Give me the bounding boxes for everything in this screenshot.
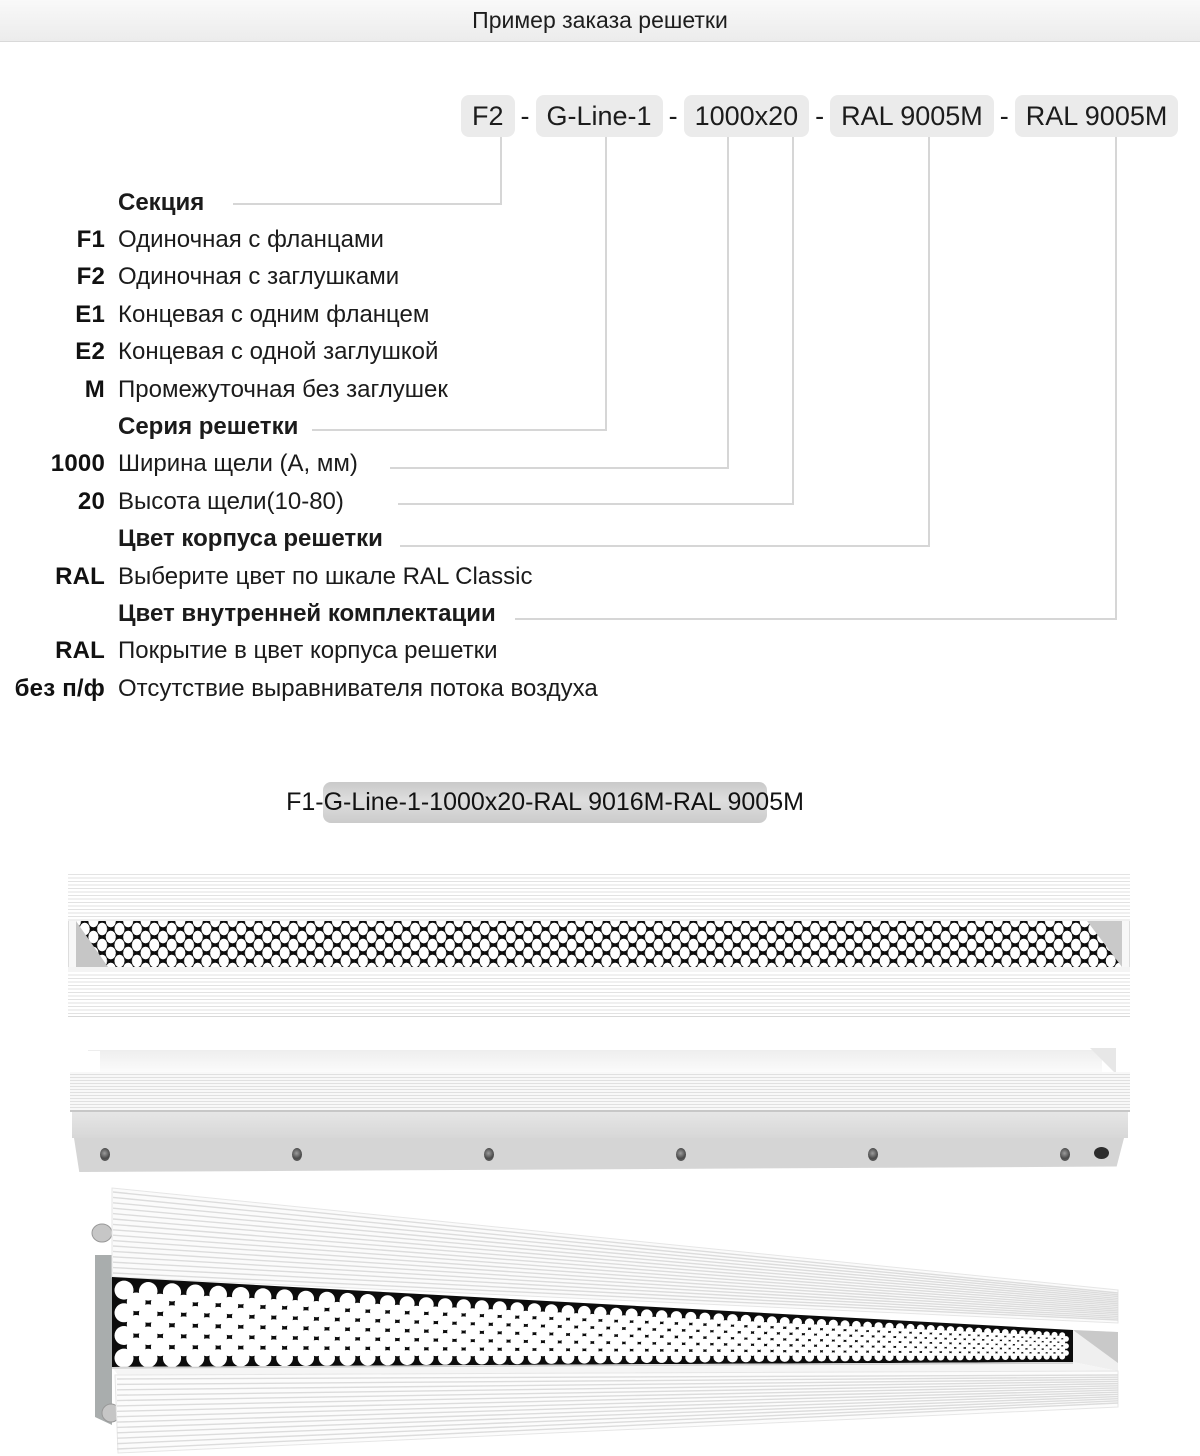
grille-photo-front: [68, 874, 1130, 1016]
legend-label: Одиночная с заглушками: [118, 263, 400, 291]
legend-prefix: 20: [77, 487, 105, 515]
legend-row-height: [0, 483, 780, 520]
legend-label: Ширина щели (А, мм): [118, 450, 358, 478]
legend-prefix: без п/ф: [14, 674, 105, 702]
legend-header-series: [0, 408, 780, 445]
legend-row-ral-inner: [0, 633, 780, 670]
legend-prefix: E2: [75, 338, 105, 366]
legend-label: Концевая с одной заглушкой: [118, 338, 439, 366]
housing-skirt: [72, 1112, 1128, 1138]
legend-label: Промежуточная без заглушек: [118, 375, 448, 403]
screw: [100, 1148, 110, 1161]
code-separator: -: [815, 100, 825, 131]
legend-prefix: E1: [75, 300, 105, 328]
legend-label: Секция: [118, 188, 205, 216]
frame-right: [1121, 921, 1130, 967]
code-segment-series: G-Line-1: [536, 95, 663, 137]
legend-prefix: RAL: [55, 637, 105, 665]
legend-label: Концевая с одним фланцем: [118, 300, 430, 328]
legend: [0, 184, 780, 707]
legend-row-ral-body: [0, 558, 780, 595]
legend-label: Выберите цвет по шкале RAL Classic: [118, 562, 533, 590]
legend-label: Серия решетки: [118, 413, 299, 441]
legend-row-f1: [0, 221, 780, 258]
code-segment-section: F2: [461, 95, 515, 137]
legend-header-body-color: [0, 521, 780, 558]
perspective-drawing: [60, 1185, 1140, 1456]
legend-label: Цвет внутренней комплектации: [118, 599, 496, 627]
code-separator: -: [999, 100, 1009, 131]
side-plate: [95, 1255, 112, 1425]
legend-row-width: [0, 446, 780, 483]
legend-prefix: RAL: [55, 562, 105, 590]
legend-row-f2: [0, 259, 780, 296]
grille-photo-perspective: [60, 1185, 1140, 1456]
legend-prefix: 1000: [50, 450, 105, 478]
code-segment-body-color: RAL 9005M: [830, 95, 994, 137]
screw: [676, 1148, 686, 1161]
mounting-rail: [74, 1138, 1124, 1172]
screw: [868, 1148, 878, 1161]
legend-prefix: M: [84, 375, 105, 403]
legend-label: Цвет корпуса решетки: [118, 525, 383, 553]
code-separator: -: [520, 100, 530, 131]
screw: [484, 1148, 494, 1161]
legend-label: Высота щели(10-80): [118, 487, 344, 515]
grille-photo-housing: [70, 1042, 1130, 1175]
order-code-row: [461, 95, 1178, 137]
legend-row-e2: [0, 334, 780, 371]
legend-row-no-equalizer: [0, 670, 780, 707]
channel-interior: [100, 1050, 1102, 1073]
ribbed-panel-bottom: [68, 972, 1130, 1017]
code-separator: -: [668, 100, 678, 131]
legend-row-m: [0, 371, 780, 408]
page-title: Пример заказа решетки: [472, 7, 728, 33]
flange-ribbed: [70, 1072, 1130, 1112]
title-bar: [0, 0, 1200, 42]
perforated-strip: [76, 921, 1122, 967]
legend-label: Покрытие в цвет корпуса решетки: [118, 637, 498, 665]
example-order-code: [286, 782, 804, 823]
frame-left: [68, 921, 77, 967]
pin-top: [92, 1224, 112, 1242]
legend-header-inner-color: [0, 595, 780, 632]
legend-header-section: [0, 184, 780, 221]
legend-prefix: F2: [76, 263, 105, 291]
screw: [292, 1148, 302, 1161]
legend-row-e1: [0, 296, 780, 333]
corner-hole: [1094, 1147, 1109, 1159]
screw: [1060, 1148, 1070, 1161]
legend-prefix: F1: [76, 226, 105, 254]
legend-label: Одиночная с фланцами: [118, 226, 384, 254]
code-segment-size: 1000x20: [684, 95, 810, 137]
code-segment-inner-color: RAL 9005M: [1015, 95, 1179, 137]
ribbed-panel-top: [68, 874, 1130, 922]
example-order-code-text: F1-G-Line-1-1000x20-RAL 9016M-RAL 9005M: [286, 788, 804, 816]
legend-label: Отсутствие выравнивателя потока воздуха: [118, 674, 598, 702]
